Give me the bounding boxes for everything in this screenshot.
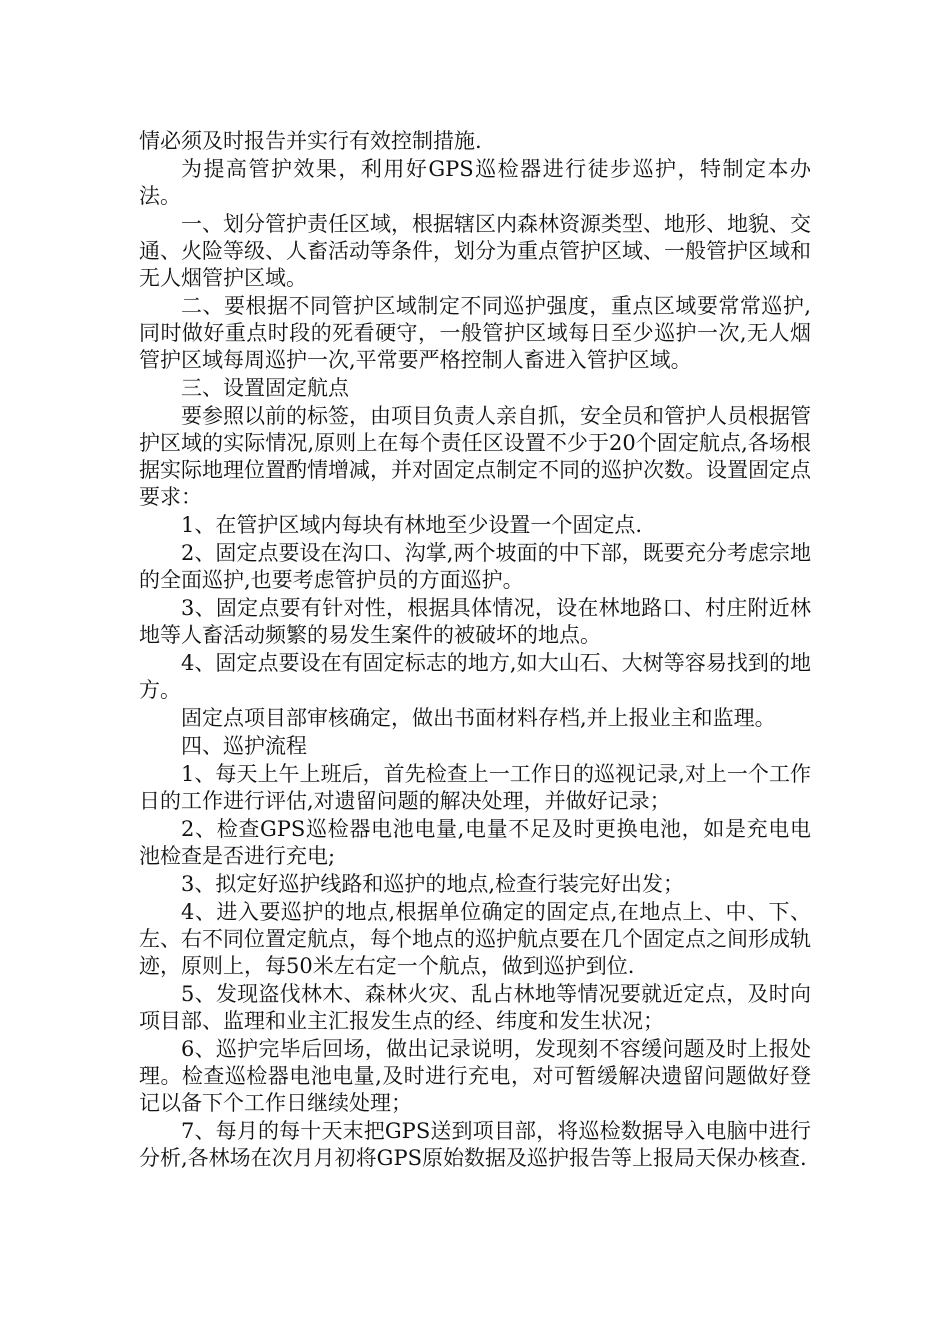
list-item: 7、每月的每十天末把GPS送到项目部，将巡检数据导入电脑中进行分析,各林场在次月月初将GPS原始数据及巡护报告等上报局天保办核查. <box>139 1119 811 1170</box>
paragraph-section-3-body: 要参照以前的标签，由项目负责人亲自抓，安全员和管护人员根据管护区域的实际情况,原则上在每个责任区设置不少于20个固定航点,各场根据实际地理位置酌情增减，并对固定点制定不同的巡护次数。设置固定点要求： <box>139 404 811 509</box>
section-heading-4: 四、巡护流程 <box>181 734 307 758</box>
document-body <box>139 128 811 1173</box>
list-item: 5、发现盗伐林木、森林火灾、乱占林地等情况要就近定点，及时向项目部、监理和业主汇报发生点的经、纬度和发生状况； <box>139 982 811 1033</box>
list-item: 2、固定点要设在沟口、沟掌,两个坡面的中下部，既要充分考虑宗地的全面巡护,也要考虑管护员的方面巡护。 <box>139 541 811 592</box>
section-heading-3: 三、设置固定航点 <box>181 376 349 400</box>
list-item: 1、每天上午上班后，首先检查上一工作日的巡视记录,对上一个工作日的工作进行评估,对遗留问题的解决处理，并做好记录； <box>139 762 811 813</box>
list-item: 6、巡护完毕后回场，做出记录说明，发现刻不容缓问题及时上报处理。检查巡检器电池电量,及时进行充电，对可暂缓解决遗留问题做好登记以备下个工作日继续处理； <box>139 1037 811 1115</box>
paragraph-approval: 固定点项目部审核确定，做出书面材料存档,并上报业主和监理。 <box>181 706 776 730</box>
paragraph-intro: 为提高管护效果，利用好GPS巡检器进行徒步巡护，特制定本办法。 <box>139 157 811 208</box>
list-item: 4、进入要巡护的地点,根据单位确定的固定点,在地点上、中、下、左、右不同位置定航点，每个地点的巡护航点要在几个固定点之间形成轨迹，原则上，每50米左右定一个航点，做到巡护到位. <box>139 900 811 978</box>
list-item: 4、固定点要设在有固定标志的地方,如大山石、大树等容易找到的地方。 <box>139 651 811 702</box>
paragraph-section-1: 一、划分管护责任区域，根据辖区内森林资源类型、地形、地貌、交通、火险等级、人畜活动等条件，划分为重点管护区域、一般管护区域和无人烟管护区域。 <box>139 212 811 290</box>
list-item: 1、在管护区域内每块有林地至少设置一个固定点. <box>181 513 643 537</box>
list-item: 3、固定点要有针对性，根据具体情况，设在林地路口、村庄附近林地等人畜活动频繁的易发生案件的被破坏的地点。 <box>139 596 811 647</box>
list-item: 3、拟定好巡护线路和巡护的地点,检查行装完好出发； <box>181 872 685 896</box>
paragraph-continuation: 情必须及时报告并实行有效控制措施. <box>139 129 482 153</box>
paragraph-section-2: 二、要根据不同管护区域制定不同巡护强度，重点区域要常常巡护,同时做好重点时段的死看硬守，一般管护区域每日至少巡护一次,无人烟管护区域每周巡护一次,平常要严格控制人畜进入管护区域。 <box>139 294 811 372</box>
list-item: 2、检查GPS巡检器电池电量,电量不足及时更换电池，如是充电电池检查是否进行充电; <box>139 817 811 868</box>
